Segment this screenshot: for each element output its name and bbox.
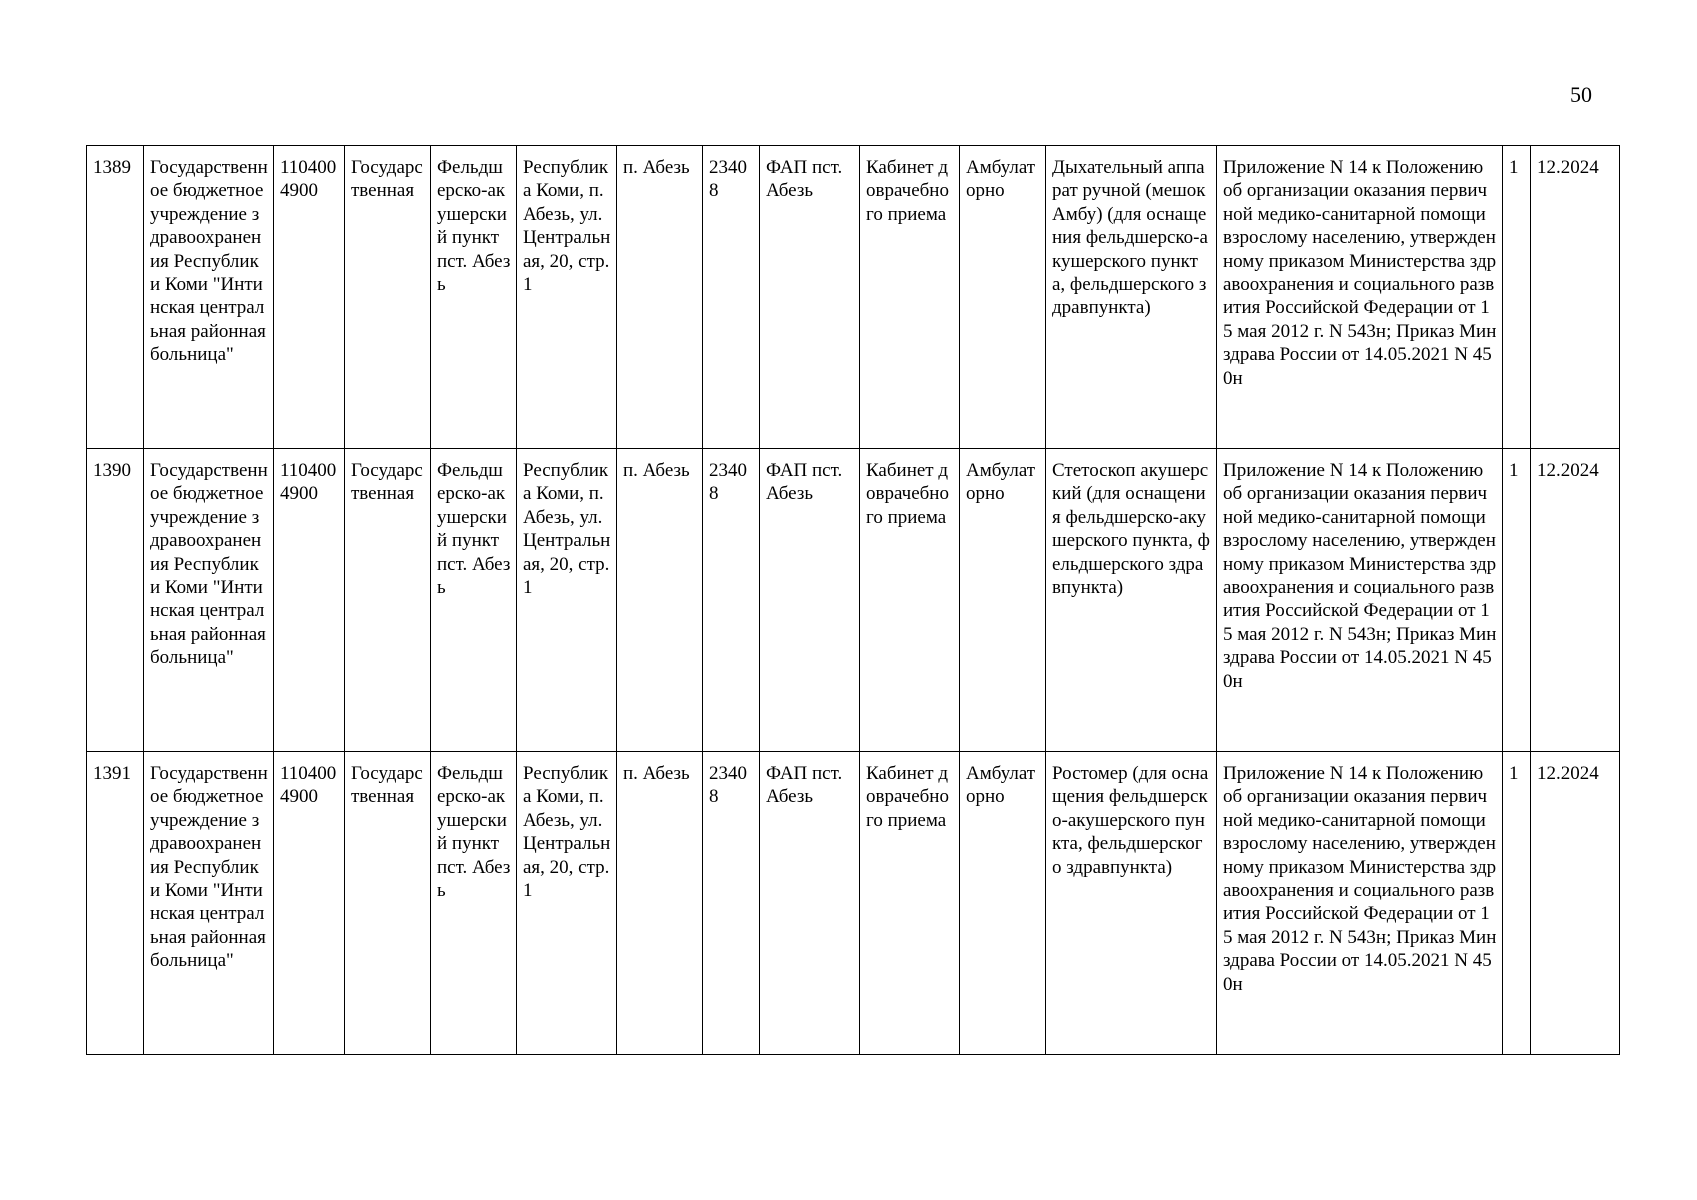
equipment-name: Стетоскоп акушерский (для оснащения фельдшерско-акушерского пункта, фельдшерского здравпункта) (1046, 449, 1217, 752)
delivery-date: 12.2024 (1531, 449, 1620, 752)
locality: п. Абезь (617, 449, 703, 752)
legal-basis: Приложение N 14 к Положению об организации оказания первичной медико-санитарной помощи взрослому населению, утвержденному приказом Министерства здравоохранения и социального развития Российской Федерации от 15 мая 2012 г. N 543н; Приказ Минздрава России от 14.05.2021 N 450н (1217, 449, 1503, 752)
table-row (87, 752, 1620, 1055)
care-type: Амбулаторно (960, 752, 1046, 1055)
ownership-type: Государственная (345, 146, 431, 449)
locality-index: 23408 (703, 146, 760, 449)
unit-address: Республика Коми, п. Абезь, ул. Центральная, 20, стр. 1 (517, 449, 617, 752)
table-row (87, 146, 1620, 449)
quantity: 1 (1503, 449, 1531, 752)
organization-name: Государственное бюджетное учреждение здравоохранения Республики Коми "Интинская центральная районная больница" (144, 146, 274, 449)
quantity: 1 (1503, 752, 1531, 1055)
delivery-date: 12.2024 (1531, 146, 1620, 449)
care-type: Амбулаторно (960, 146, 1046, 449)
ownership-type: Государственная (345, 752, 431, 1055)
row-number: 1391 (87, 752, 144, 1055)
locality: п. Абезь (617, 146, 703, 449)
organization-code: 1104004900 (274, 449, 345, 752)
room-name: Кабинет доврачебного приема (860, 449, 960, 752)
room-name: Кабинет доврачебного приема (860, 146, 960, 449)
table-row (87, 449, 1620, 752)
locality-index: 23408 (703, 449, 760, 752)
unit-name: Фельдшерско-акушерский пункт пст. Абезь (431, 146, 517, 449)
unit-name: Фельдшерско-акушерский пункт пст. Абезь (431, 752, 517, 1055)
ownership-type: Государственная (345, 449, 431, 752)
room-name: Кабинет доврачебного приема (860, 752, 960, 1055)
row-number: 1389 (87, 146, 144, 449)
page-number: 50 (1570, 82, 1592, 107)
row-number: 1390 (87, 449, 144, 752)
equipment-registry-table (86, 145, 1620, 1055)
equipment-name: Дыхательный аппарат ручной (мешок Амбу) (для оснащения фельдшерско-акушерского пункта, фельдшерского здравпункта) (1046, 146, 1217, 449)
locality-index: 23408 (703, 752, 760, 1055)
organization-code: 1104004900 (274, 752, 345, 1055)
organization-name: Государственное бюджетное учреждение здравоохранения Республики Коми "Интинская центральная районная больница" (144, 449, 274, 752)
delivery-date: 12.2024 (1531, 752, 1620, 1055)
organization-name: Государственное бюджетное учреждение здравоохранения Республики Коми "Интинская центральная районная больница" (144, 752, 274, 1055)
quantity: 1 (1503, 146, 1531, 449)
unit-address: Республика Коми, п. Абезь, ул. Центральная, 20, стр. 1 (517, 146, 617, 449)
care-type: Амбулаторно (960, 449, 1046, 752)
locality: п. Абезь (617, 752, 703, 1055)
unit-name: Фельдшерско-акушерский пункт пст. Абезь (431, 449, 517, 752)
subunit-name: ФАП пст. Абезь (760, 146, 860, 449)
subunit-name: ФАП пст. Абезь (760, 752, 860, 1055)
legal-basis: Приложение N 14 к Положению об организации оказания первичной медико-санитарной помощи взрослому населению, утвержденному приказом Министерства здравоохранения и социального развития Российской Федерации от 15 мая 2012 г. N 543н; Приказ Минздрава России от 14.05.2021 N 450н (1217, 752, 1503, 1055)
organization-code: 1104004900 (274, 146, 345, 449)
equipment-name: Ростомер (для оснащения фельдшерско-акушерского пункта, фельдшерского здравпункта) (1046, 752, 1217, 1055)
legal-basis: Приложение N 14 к Положению об организации оказания первичной медико-санитарной помощи взрослому населению, утвержденному приказом Министерства здравоохранения и социального развития Российской Федерации от 15 мая 2012 г. N 543н; Приказ Минздрава России от 14.05.2021 N 450н (1217, 146, 1503, 449)
unit-address: Республика Коми, п. Абезь, ул. Центральная, 20, стр. 1 (517, 752, 617, 1055)
subunit-name: ФАП пст. Абезь (760, 449, 860, 752)
